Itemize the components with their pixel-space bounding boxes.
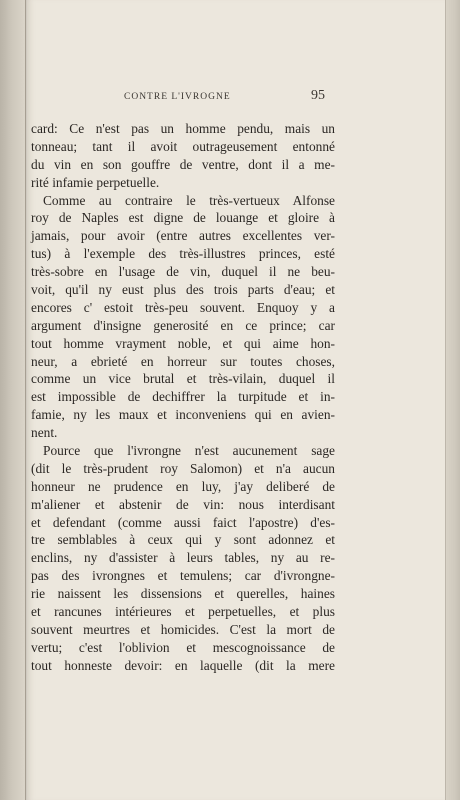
text-line: tus) à l'exemple des très-illustres princes, esté [31,246,335,262]
text-line: tonneau; tant il avoit outrageusement entonné [31,138,335,154]
text-line: jamais, pour avoir (entre autres excellentes ver- [31,228,335,244]
text-line: roy de Naples est digne de louange et gloire à [31,210,335,226]
text-line: souvent meurtres et homicides. C'est la mort de [31,621,335,637]
text-line: enclins, ny d'assister à leurs tables, ny au re- [31,550,335,566]
text-line: rie naissent les dissensions et querelles, haines [31,586,335,602]
page-fore-edge [445,0,460,800]
text-line: est impossible de dechiffrer la turpitude et in- [31,389,335,405]
text-line: (dit le très-prudent roy Salomon) et n'a aucun [31,460,335,476]
text-line: et rancunes intérieures et perpetuelles, et plus [31,604,335,620]
text-line: neur, a ebrieté en horreur sur toutes choses, [31,353,335,369]
text-line: comme un vice brutal et très-vilain, duquel il [31,371,335,387]
text-line: argument d'insigne generosité en ce prince; car [31,317,335,333]
text-line: et defendant (comme aussi faict l'apostre) d'es- [31,514,335,530]
book-page [27,0,445,800]
text-line: tout homme vrayment noble, et qui aime hon- [31,335,335,351]
text-line: pas des ivrongnes et temulens; car d'ivrongne- [31,568,335,584]
body-text [31,120,335,675]
text-line: m'aliener et abstenir de vin: nous interdisant [31,496,335,512]
text-line: tout honneste devoir: en laquelle (dit la mere [31,657,335,673]
text-line: du vin en son gouffre de ventre, dont il a me- [31,156,335,172]
text-line: voit, qu'il ny eust plus des trois parts d'eau; et [31,282,335,298]
paragraph-first-line: Comme au contraire le très-vertueux Alfonse [43,192,335,208]
text-line: rité infamie perpetuelle. [31,174,160,190]
text-line: tre semblables à ceux qui y sont adonnez et [31,532,335,548]
text-line: très-sobre en l'usage de vin, duquel il ne beu- [31,264,335,280]
text-line: nent. [31,425,58,441]
page-number: 95 [311,88,325,103]
paragraph-first-line: Pource que l'ivrongne n'est aucunement sage [43,443,335,459]
text-line: encores c' estoit très-peu souvent. Enquoy y a [31,299,335,315]
text-line: card: Ce n'est pas un homme pendu, mais un [31,121,335,136]
text-line: famie, ny les maux et inconveniens qui en avien- [31,407,335,423]
text-line: vertu; c'est l'oblivion et mescognoissance de [31,639,335,655]
book-gutter [0,0,26,800]
running-title: CONTRE L'IVROGNE [124,92,231,102]
running-head [27,90,445,108]
text-line: honneur ne prudence en luy, j'ay deliberé de [31,478,335,494]
